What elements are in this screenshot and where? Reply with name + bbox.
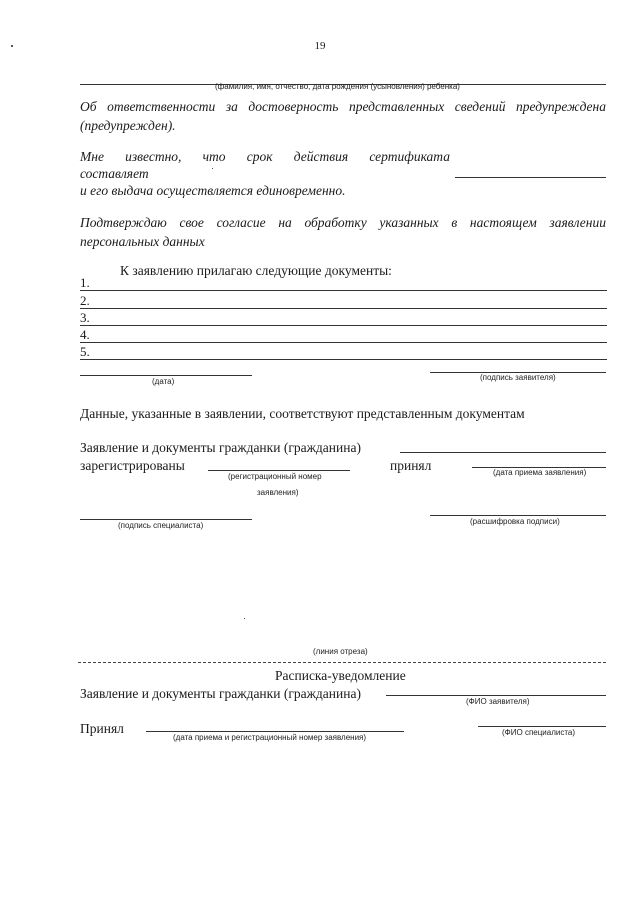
applicant-signature-caption: (подпись заявителя) — [480, 373, 556, 382]
validity-word: срок — [246, 149, 273, 164]
validity-word: Мне — [80, 149, 104, 164]
specialist-signature-line — [80, 519, 252, 520]
accepted-label: принял — [390, 458, 432, 473]
applicant-fio-caption: (ФИО заявителя) — [466, 697, 530, 706]
attachment-line — [80, 294, 607, 309]
signature-decoding-line — [430, 515, 606, 516]
attachment-number: 5. — [80, 344, 90, 359]
validity-period-line — [455, 177, 606, 178]
specialist-fio-caption: (ФИО специалиста) — [502, 728, 576, 737]
attachment-line — [80, 311, 607, 326]
attachment-number: 3. — [80, 310, 90, 325]
consent-statement: Подтверждаю свое согласие на обработку указанных в настоящем заявлении персональных данных — [80, 215, 606, 249]
attachment-line — [80, 328, 607, 343]
specialist-signature-caption: (подпись специалиста) — [118, 521, 204, 530]
attachment-number: 1. — [80, 275, 90, 290]
scan-speck — [244, 618, 245, 619]
scan-speck — [11, 45, 13, 47]
verification-statement: Данные, указанные в заявлении, соответствуют представленным документам — [80, 406, 525, 421]
receipt-docs-label: Заявление и документы гражданки (гражданина) — [80, 686, 361, 701]
signature-decoding-caption: (расшифровка подписи) — [470, 517, 560, 526]
attachments-heading: К заявлению прилагаю следующие документы: — [120, 263, 392, 278]
registration-number-line — [208, 470, 350, 471]
registration-number-caption-cont: заявления) — [257, 488, 299, 497]
attachment-number: 4. — [80, 327, 90, 342]
specialist-fio-line — [478, 726, 606, 727]
citizen-name-line — [400, 452, 606, 453]
date-caption: (дата) — [152, 377, 175, 386]
registration-number-caption: (регистрационный номер — [228, 472, 322, 481]
date-line — [80, 375, 252, 376]
receipt-date-number-line — [146, 731, 404, 732]
receipt-date-number-caption: (дата приема и регистрационный номер заявления) — [173, 733, 367, 742]
validity-word: что — [202, 149, 226, 164]
registered-label: зарегистрированы — [80, 458, 185, 473]
scan-speck — [212, 168, 213, 169]
cut-line-caption: (линия отреза) — [313, 647, 368, 656]
attachment-number: 2. — [80, 293, 90, 308]
receipt-title: Расписка-уведомление — [275, 668, 406, 683]
child-name-caption: (фамилия, имя, отчество, дата рождения (усыновления) ребенка) — [215, 82, 460, 91]
responsibility-statement: Об ответственности за достоверность представленных сведений предупреждена (предупрежден). — [80, 99, 606, 133]
attachment-line — [80, 276, 607, 291]
validity-word: сертификата — [369, 149, 450, 164]
docs-citizen-label: Заявление и документы гражданки (гражданина) — [80, 440, 361, 455]
validity-word: действия — [293, 149, 349, 164]
applicant-fio-line — [386, 695, 606, 696]
validity-statement-line2: составляет — [80, 166, 149, 181]
receipt-date-caption: (дата приема заявления) — [493, 468, 587, 477]
attachment-line — [80, 345, 607, 360]
page-number: 19 — [314, 40, 326, 52]
validity-statement-line3: и его выдача осуществляется единовременно. — [80, 183, 346, 198]
validity-word: известно, — [125, 149, 182, 164]
receipt-accepted-label: Принял — [80, 721, 124, 736]
cut-line — [78, 662, 606, 663]
